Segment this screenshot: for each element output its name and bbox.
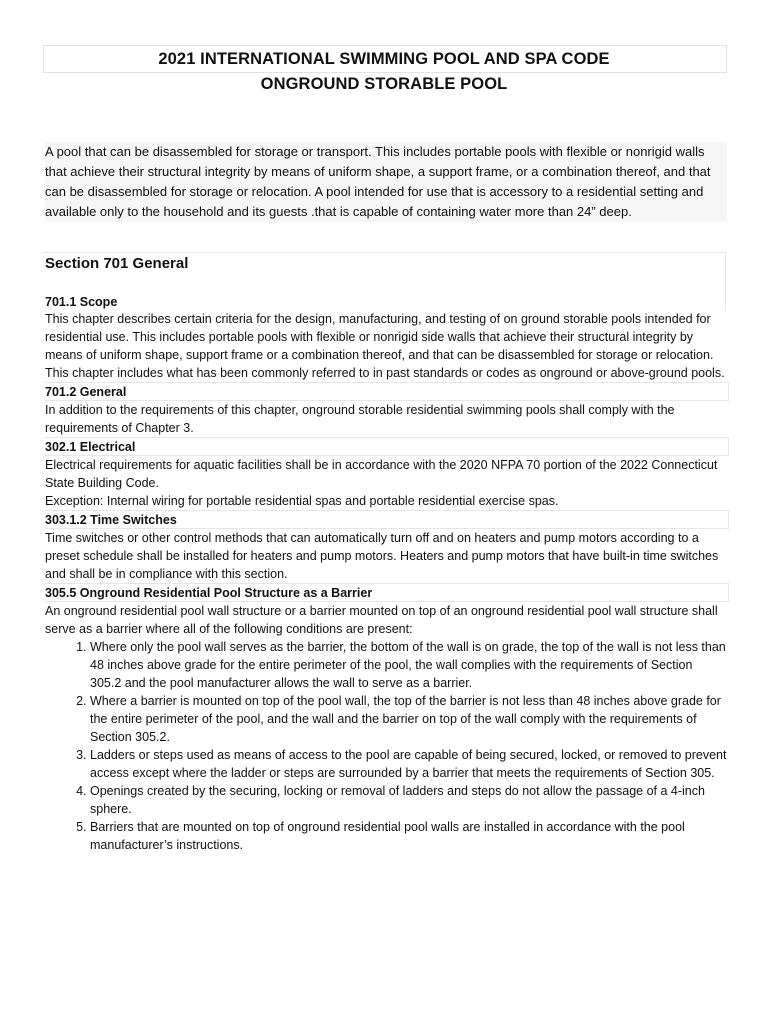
heading-303-1-2: 303.1.2 Time Switches bbox=[45, 510, 729, 529]
heading-701-1: 701.1 Scope bbox=[45, 295, 118, 309]
section-title: Section 701 General bbox=[45, 255, 189, 272]
intro-paragraph: A pool that can be disassembled for storage or transport. This includes portable pools with flexible or nonrigid walls that achieve their structural integrity by means of uniform shape, a support frame, or a combination thereof, and that can be disassembled for storage or relocation. A pool intended for use that is accessory to a residential setting and available only to the household and its guests .that is capable of containing water more than 24” deep. bbox=[45, 142, 727, 222]
list-item: 4. Openings created by the securing, locking or removal of ladders and steps do not allow the passage of a 4-inch sphere. bbox=[90, 782, 727, 818]
list-item: 1. Where only the pool wall serves as the barrier, the bottom of the wall is on grade, the top of the wall is not less than 48 inches above grade for the entire perimeter of the pool, the wall complies with the requirements of Section 305.2 and the pool manufacturer allows the wall to serve as a barrier. bbox=[90, 638, 727, 692]
document-subtitle: ONGROUND STORABLE POOL bbox=[260, 75, 508, 93]
document-title: 2021 INTERNATIONAL SWIMMING POOL AND SPA CODE bbox=[158, 50, 610, 68]
list-item: 3. Ladders or steps used as means of access to the pool are capable of being secured, locked, or removed to prevent access except where the ladder or steps are surrounded by a barrier that meets the requirements of Section 305. bbox=[90, 746, 727, 782]
list-item: 5. Barriers that are mounted on top of onground residential pool walls are installed in accordance with the pool manufacturer’s instructions. bbox=[90, 818, 727, 854]
heading-305-5: 305.5 Onground Residential Pool Structure as a Barrier bbox=[45, 583, 729, 602]
text-305-5: An onground residential pool wall structure or a barrier mounted on top of an onground residential pool wall structure shall serve as a barrier where all of the following conditions are present: bbox=[45, 604, 718, 636]
text-701-1: This chapter describes certain criteria for the design, manufacturing, and testing of on ground storable pools intended for residential use. This includes portable pools with flexible or nonrigid side walls that achieve their structural integrity by means of uniform shape, support frame or a combination thereof, and that can be disassembled for storage or relocation. This chapter includes what has been commonly referred to in past standards or codes as onground or above-ground pools. bbox=[45, 312, 725, 380]
text-302-1: Electrical requirements for aquatic facilities shall be in accordance with the 2020 NFPA 70 portion of the 2022 Connecticut State Building Code. bbox=[45, 458, 718, 490]
text-303-1-2: Time switches or other control methods that can automatically turn off and on heaters and pump motors according to a preset schedule shall be installed for heaters and pump motors. Heaters and pump motors that have built-in time switches and shall be in compliance with this section. bbox=[45, 531, 719, 581]
text-701-2: In addition to the requirements of this chapter, onground storable residential swimming pools shall comply with the requirements of Chapter 3. bbox=[45, 403, 675, 435]
list-item: 2. Where a barrier is mounted on top of the pool wall, the top of the barrier is not less than 48 inches above grade for the entire perimeter of the pool, and the wall and the barrier on top of the wall comply with the requirements of Section 305.2. bbox=[90, 692, 727, 746]
conditions-list bbox=[45, 638, 727, 854]
section-body bbox=[45, 293, 727, 854]
exception-302-1: Exception: Internal wiring for portable residential spas and portable residential exercise spas. bbox=[45, 494, 559, 508]
heading-302-1: 302.1 Electrical bbox=[45, 437, 729, 456]
heading-701-2: 701.2 General bbox=[45, 382, 729, 401]
